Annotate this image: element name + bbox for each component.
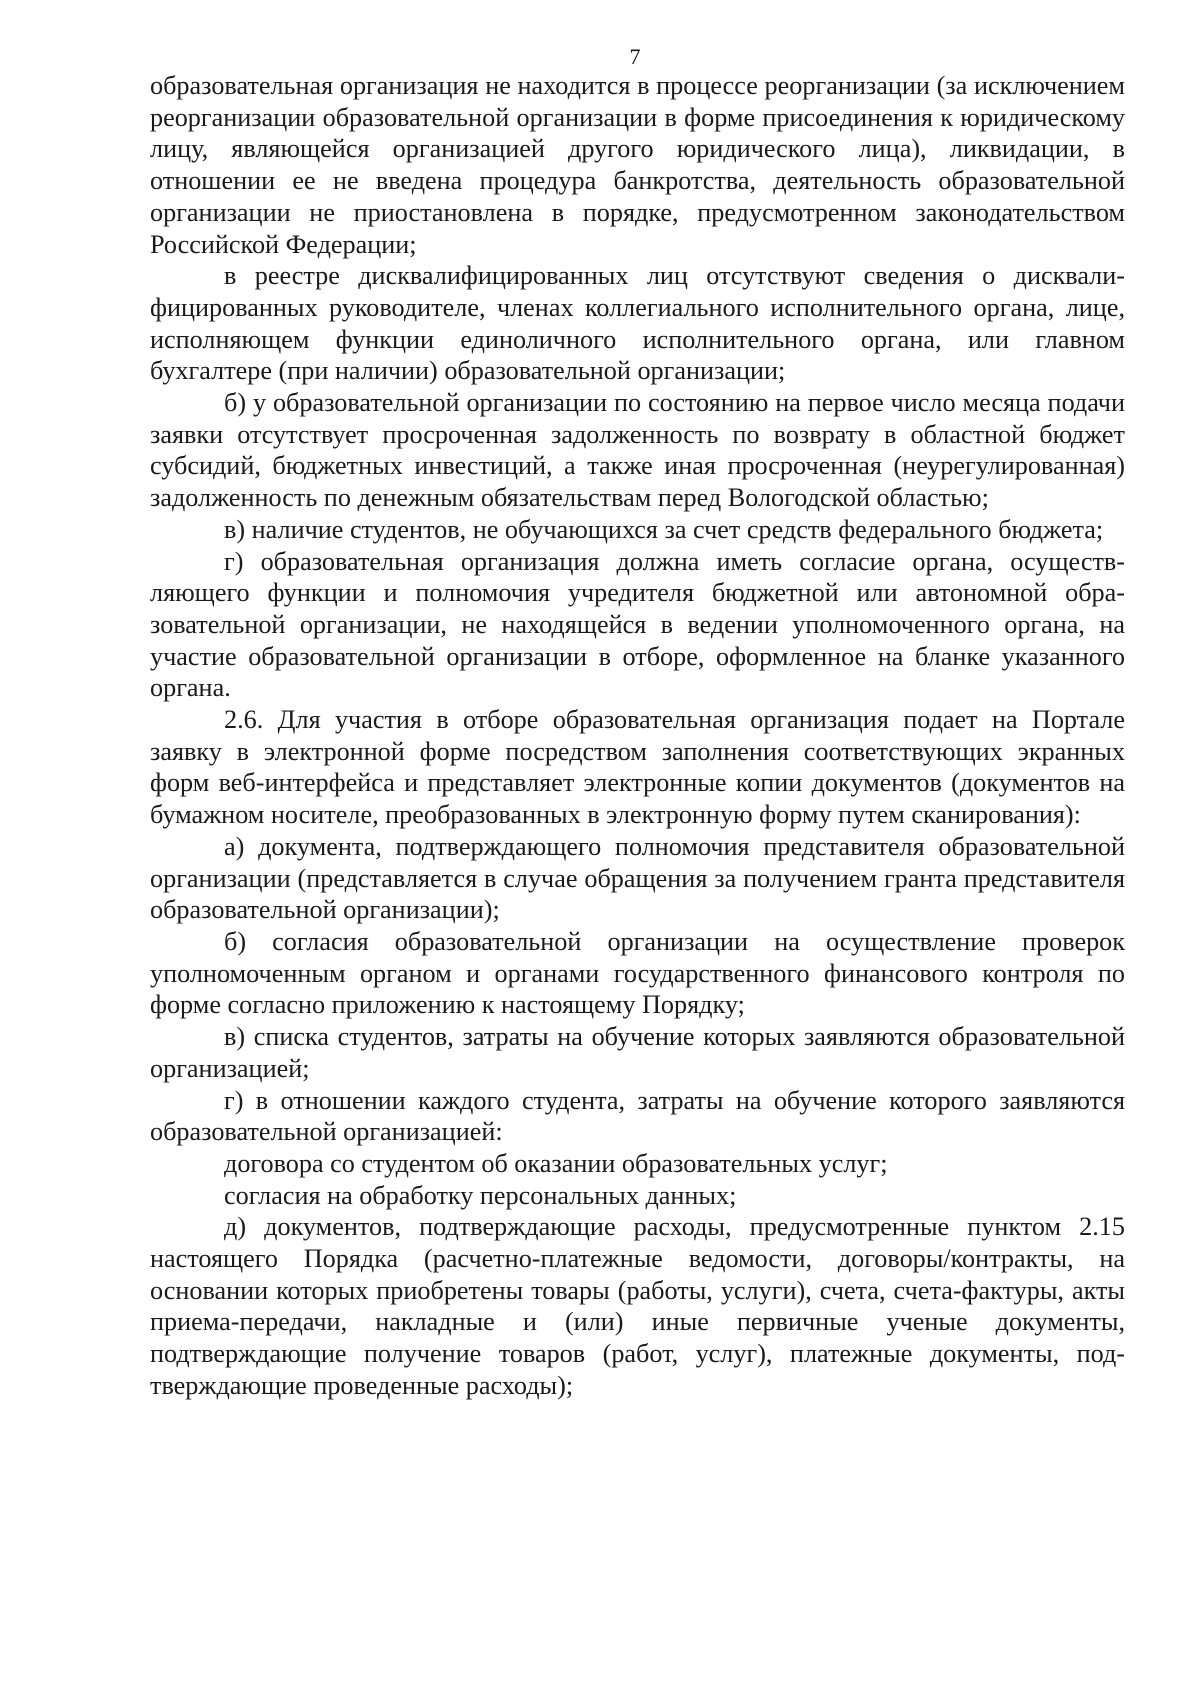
paragraph: в) наличие студентов, не обучающихся за счет средств федерального бюджета; — [224, 514, 1104, 544]
paragraph: договора со студентом об оказании образовательных услуг; — [224, 1148, 888, 1178]
paragraph: г) образовательная организация должна иметь согласие органа, осуществляющего функции и полномочия учредителя бюджетной или автономной образовательной организации, не находящейся в ведении уполномоченного органа, на участие образовательной организации в отборе, оформленное на бланке указанного органа. — [150, 546, 1125, 703]
paragraph: а) документа, подтверждающего полномочия представителя образовательной организации (представляется в случае обращения за получением гранта представителя образовательной организации); — [150, 831, 1125, 925]
page-number: 7 — [629, 44, 641, 69]
paragraph: г) в отношении каждого студента, затраты на обучение которого заявляются образовательной организацией: — [150, 1085, 1125, 1147]
paragraph: д) документов, подтверждающие расходы, предусмотренные пунктом 2.15 настоящего Порядка (расчетно-платежные ведомости, договоры/контракты, на основании которых приобретены товары (работы, услуги), счета, счета-фактуры, акты приема-передачи, накладные и (или) иные первичные ученые документы, подтверждающие получение товаров (работ, услуг), платежные документы, подтверждающие проведенные расходы); — [150, 1212, 1125, 1400]
paragraph: в реестре дисквалифицированных лиц отсутствуют сведения о дисквалифицированных руководителе, членах коллегиального исполнительного органа, лице, исполняющем функции единоличного исполнительного органа, или главном бухгалтере (при наличии) образовательной организации; — [150, 261, 1125, 386]
document-body — [150, 70, 1125, 1402]
paragraph: согласия на обработку персональных данных; — [224, 1180, 737, 1210]
paragraph: б) согласия образовательной организации на осуществление проверок уполномоченным органом и органами государственного финансового контроля по форме согласно приложению к настоящему Порядку; — [150, 926, 1125, 1020]
paragraph: б) у образовательной организации по состоянию на первое число месяца подачи заявки отсутствует просроченная задолженность по возврату в областной бюджет субсидий, бюджетных инвестиций, а также иная просроченная (неурегулированная) задолженность по денежным обязательствам перед Вологодской областью; — [150, 388, 1125, 513]
paragraph: в) списка студентов, затраты на обучение которых заявляются образовательной организацией; — [150, 1022, 1125, 1083]
paragraph: 2.6. Для участия в отборе образовательная организация подает на Портале заявку в электронной форме посредством заполнения соответствующих экранных форм веб-интерфейса и представляет электронные копии документов (документов на бумажном носителе, преобразованных в электронную форму путем сканирования): — [150, 705, 1125, 830]
paragraph: образовательная организация не находится в процессе реорганизации (за исключением реорганизации образовательной организации в форме присоединения к юридическому лицу, являющейся организацией другого юридического лица), ликвидации, в отношении ее не введена процедура банкротства, деятельность образовательной организации не приостановлена в порядке, предусмотренном законодательством Российской Федерации; — [150, 71, 1125, 259]
